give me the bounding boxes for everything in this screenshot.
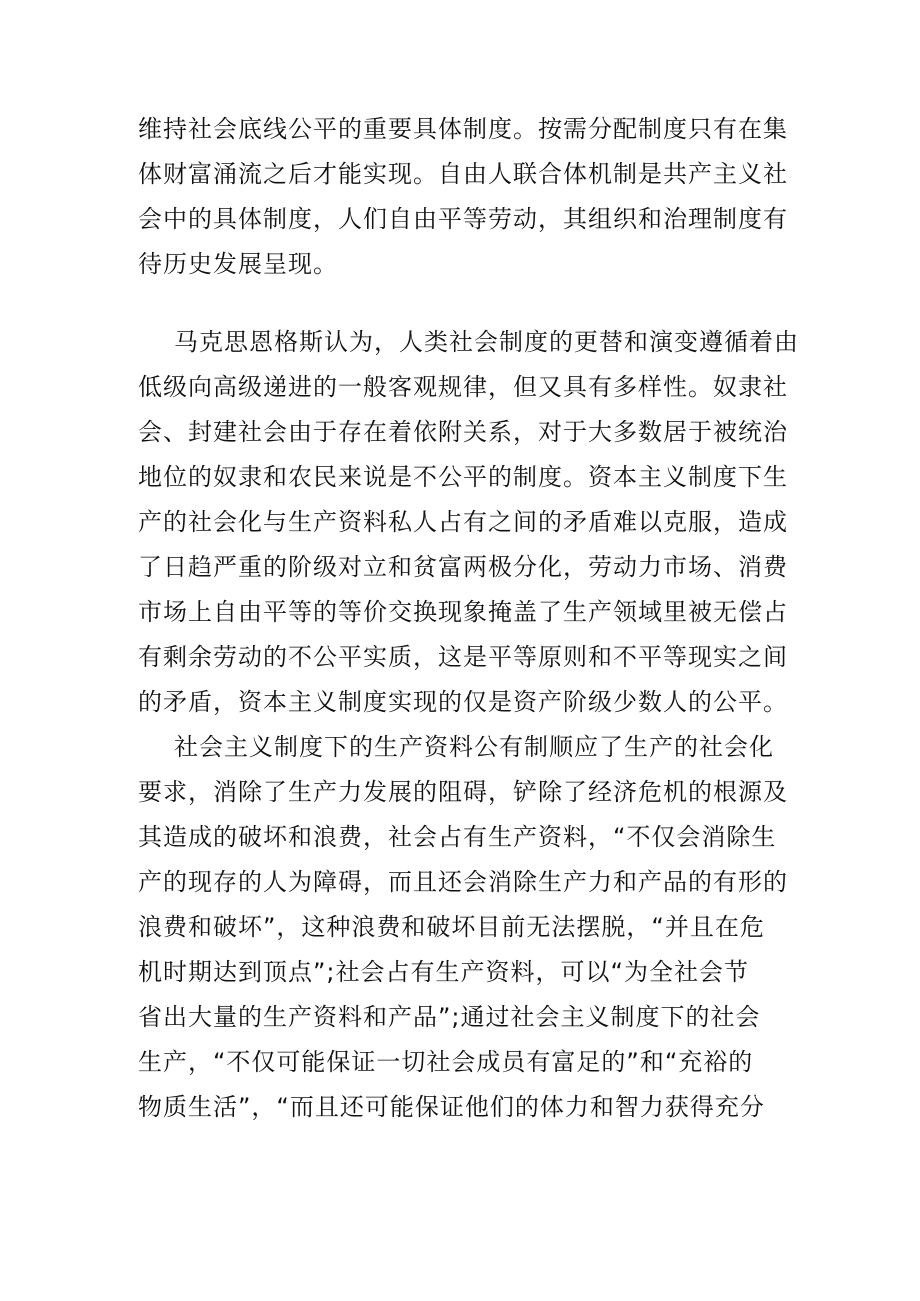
text-line: 产的社会化与生产资料私人占有之间的矛盾难以克服，造成 [138,508,788,536]
paragraph-1 [138,107,788,287]
text-line: 待历史发展呈现。 [138,250,338,278]
paragraph-2 [138,320,799,725]
text-line: 的矛盾，资本主义制度实现的仅是资产阶级少数人的公平。 [138,688,788,716]
text-line: 物质生活”，“而且还可能保证他们的体力和智力获得充分 [138,1093,765,1121]
text-line: 马克思恩格斯认为，人类社会制度的更替和演变遵循着由 [174,328,799,356]
text-line: 会、封建社会由于存在着依附关系，对于大多数居于被统治 [138,418,788,446]
text-line: 机时期达到顶点”;社会占有生产资料，可以“为全社会节 [138,958,749,986]
paragraph-3 [138,725,788,1130]
text-line: 要求，消除了生产力发展的阻碍，铲除了经济危机的根源及 [138,778,788,806]
text-line: 生产，“不仅可能保证一切社会成员有富足的”和“充裕的 [138,1048,754,1076]
text-line: 市场上自由平等的等价交换现象掩盖了生产领域里被无偿占 [138,598,788,626]
text-line: 地位的奴隶和农民来说是不公平的制度。资本主义制度下生 [138,463,788,491]
text-line: 其造成的破坏和浪费，社会占有生产资料，“不仅会消除生 [138,823,777,851]
text-line: 社会主义制度下的生产资料公有制顺应了生产的社会化 [174,733,774,761]
text-line: 有剩余劳动的不公平实质，这是平等原则和不平等现实之间 [138,643,788,671]
text-line: 会中的具体制度，人们自由平等劳动，其组织和治理制度有 [138,205,788,233]
text-line: 产的现存的人为障碍，而且还会消除生产力和产品的有形的 [138,868,788,896]
text-line: 体财富涌流之后才能实现。自由人联合体机制是共产主义社 [138,160,788,188]
text-line: 浪费和破坏”，这种浪费和破坏目前无法摆脱，“并且在危 [138,913,765,941]
text-line: 省出大量的生产资料和产品”;通过社会主义制度下的社会 [138,1003,761,1031]
text-line: 维持社会底线公平的重要具体制度。按需分配制度只有在集 [138,115,788,143]
text-line: 低级向高级递进的一般客观规律，但又具有多样性。奴隶社 [138,373,788,401]
text-line: 了日趋严重的阶级对立和贫富两极分化，劳动力市场、消费 [138,553,788,581]
